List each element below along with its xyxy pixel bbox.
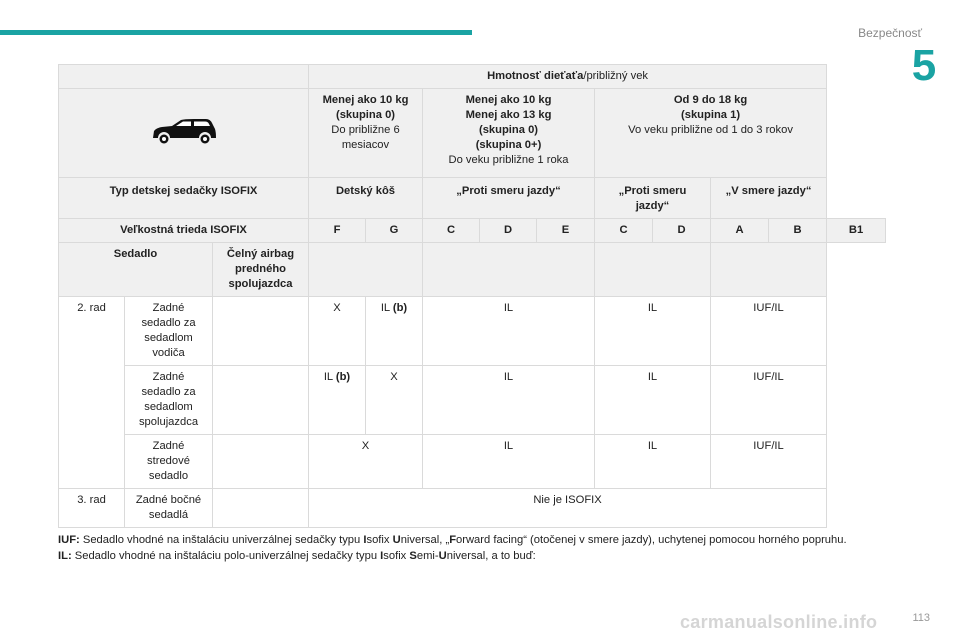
row-label: 2. rad (59, 297, 125, 489)
size-class-cell: C (423, 219, 480, 243)
seat-type-row (59, 178, 886, 219)
page-number: 113 (912, 612, 930, 624)
rearward-label-1: „Proti smeru jazdy“ (423, 178, 595, 219)
size-class-cell: B1 (827, 219, 886, 243)
rearward-label-2: „Proti smeru jazdy“ (595, 178, 711, 219)
table-cell: X (309, 435, 423, 489)
section-title: Bezpečnosť (858, 26, 922, 40)
group-0plus: Menej ako 10 kg Menej ako 13 kg (skupina 0) (skupina 0+) Do veku približne 1 roka (423, 89, 595, 178)
table-cell: IL (423, 435, 595, 489)
table-cell: IL (423, 366, 595, 435)
watermark: carmanualsonline.info (680, 612, 878, 632)
size-class-cell: D (480, 219, 537, 243)
table-cell: IUF/IL (711, 435, 827, 489)
table-cell: Nie je ISOFIX (309, 489, 827, 528)
note-il: IL: Sedadlo vhodné na inštaláciu polo-univerzálnej sedačky typu Isofix Semi-Universal, a to buď: (58, 549, 536, 562)
seat-name: Zadné stredové sedadlo (125, 435, 213, 489)
table-row (59, 435, 886, 489)
carrycot-label: Detský kôš (309, 178, 423, 219)
table-row (59, 366, 886, 435)
size-class-label: Veľkostná trieda ISOFIX (59, 219, 309, 243)
size-class-row (59, 219, 886, 243)
size-class-cell: F (309, 219, 366, 243)
table-cell: IL (b) (309, 366, 366, 435)
note-iuf: IUF: Sedadlo vhodné na inštaláciu univerzálnej sedačky typu Isofix Universal, „Forward facing“ (otočenej v smere jazdy), uchytenej pomocou horného popruhu. (58, 534, 847, 546)
seat-type-label: Typ detskej sedačky ISOFIX (59, 178, 309, 219)
header-accent-bar (0, 30, 472, 35)
table-row (59, 489, 886, 528)
car-side-icon (150, 116, 218, 146)
table-cell: IL (b) (366, 297, 423, 366)
seat-name: Zadné bočné sedadlá (125, 489, 213, 528)
table-cell: IL (595, 366, 711, 435)
airbag-header: Čelný airbag predného spolujazdca (213, 243, 309, 297)
table-cell: IUF/IL (711, 297, 827, 366)
group-row (59, 89, 886, 178)
seat-name: Zadné sedadlo za sedadlom vodiča (125, 297, 213, 366)
weight-header-row (59, 65, 886, 89)
legend-notes (58, 533, 888, 564)
seat-name: Zadné sedadlo za sedadlom spolujazdca (125, 366, 213, 435)
size-class-cell: E (537, 219, 595, 243)
table-cell: IL (595, 297, 711, 366)
car-cell (59, 89, 309, 178)
size-class-cell: B (769, 219, 827, 243)
size-class-cell: C (595, 219, 653, 243)
weight-header: Hmotnosť dieťaťa/približný vek (309, 65, 827, 89)
table-cell: IL (423, 297, 595, 366)
chapter-number: 5 (911, 41, 937, 90)
seat-header: Sedadlo (59, 243, 213, 297)
size-class-cell: D (653, 219, 711, 243)
seat-header-row (59, 243, 886, 297)
size-class-cell: G (366, 219, 423, 243)
isofix-table (58, 64, 886, 528)
table-cell: IL (595, 435, 711, 489)
table-row (59, 297, 886, 366)
group-1: Od 9 do 18 kg (skupina 1) Vo veku približne od 1 do 3 rokov (595, 89, 827, 178)
table-cell: X (366, 366, 423, 435)
forward-label: „V smere jazdy“ (711, 178, 827, 219)
group-0: Menej ako 10 kg (skupina 0) Do približne 6 mesiacov (309, 89, 423, 178)
size-class-cell: A (711, 219, 769, 243)
table-cell: X (309, 297, 366, 366)
row-label: 3. rad (59, 489, 125, 528)
table-cell: IUF/IL (711, 366, 827, 435)
